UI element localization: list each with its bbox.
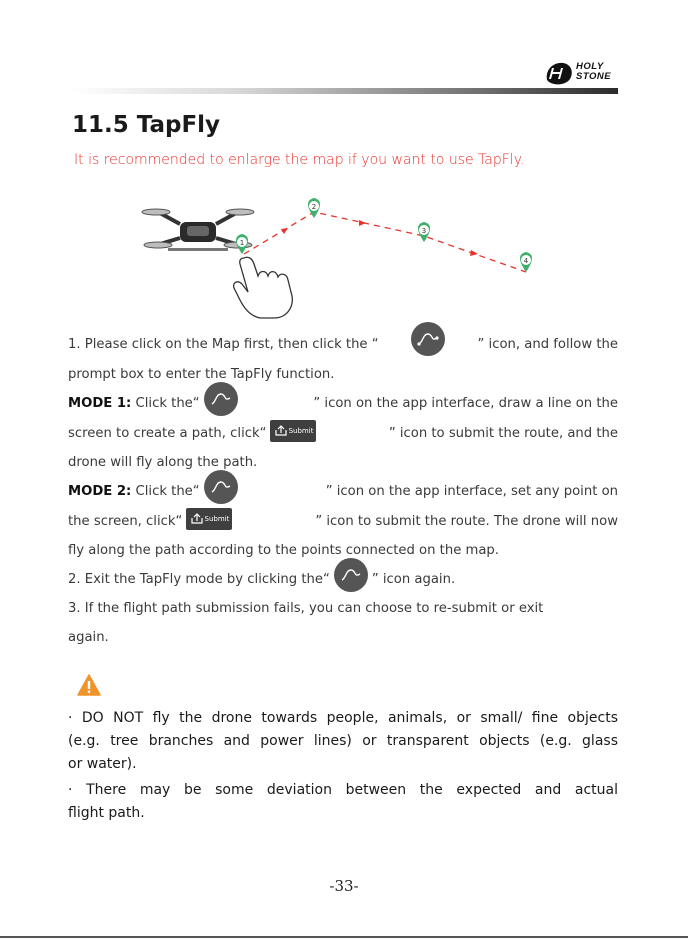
mode-2-text-d: ” icon to submit the route. The drone will now — [315, 514, 618, 529]
warning-2-line-1: · There may be some deviation between the expected and actual — [68, 782, 618, 798]
page-number: -33- — [329, 877, 359, 895]
step-2-text-b: ” icon again. — [371, 572, 456, 587]
tapfly-map-icon — [411, 322, 445, 356]
warning-1-line-1: · DO NOT fly the drone towards people, animals, or small/ fine objects — [68, 710, 618, 726]
submit-icon-label: Submit — [288, 427, 314, 435]
tapfly-draw-icon — [204, 382, 238, 416]
step-1-line-1 — [68, 330, 618, 359]
waypoint-label-1: 1 — [239, 239, 245, 247]
brand-line-2: STONE — [576, 71, 612, 82]
path-arrow-2 — [359, 220, 366, 226]
step-3-line-1: 3. If the flight path submission fails, you can choose to re-submit or exit — [68, 601, 544, 616]
waypoint-label-3: 3 — [421, 227, 427, 235]
mode-1-text-c: screen to create a path, click“ — [68, 426, 267, 441]
tapfly-point-icon — [204, 470, 238, 504]
warning-1 — [68, 707, 618, 776]
path-arrow-3 — [470, 250, 478, 256]
brand-wordmark — [576, 62, 611, 82]
mode-1-text-a: Click the“ — [131, 396, 200, 411]
warning-2 — [68, 779, 618, 825]
mode-1-label: MODE 1: — [68, 396, 132, 411]
step-1-text-a: 1. Please click on the Map first, then click the “ — [68, 337, 379, 352]
mode-2-text-b: ” icon on the app interface, set any point on — [325, 484, 618, 499]
waypoint-pin-4 — [520, 252, 532, 272]
step-3-line-2: again. — [68, 630, 109, 645]
step-2-text-a: 2. Exit the TapFly mode by clicking the“ — [68, 572, 330, 587]
mode-2-label: MODE 2: — [68, 484, 132, 499]
flight-path — [244, 212, 526, 272]
submit-icon-2-label: Submit — [204, 515, 230, 523]
recommendation-note: It is recommended to enlarge the map if you want to use TapFly. — [74, 152, 525, 168]
mode-1-line-2 — [68, 419, 618, 448]
brand-line-1: HOLY — [576, 61, 604, 72]
tapfly-exit-icon — [334, 558, 368, 592]
waypoint-pin-3 — [418, 222, 430, 242]
warning-1-line-3: or water). — [68, 756, 137, 772]
mode-1-text-b: ” icon on the app interface, draw a line on the — [313, 396, 618, 411]
waypoint-label-4: 4 — [523, 257, 529, 265]
step-1-text-b: ” icon, and follow the — [477, 337, 618, 352]
mode-2-line-2 — [68, 507, 618, 536]
mode-1-line-3: drone will fly along the path. — [68, 455, 258, 470]
tapfly-illustration — [140, 192, 560, 320]
tapping-hand-icon — [234, 257, 293, 318]
warning-2-line-2: flight path. — [68, 805, 145, 821]
step-2-line — [68, 565, 618, 594]
mode-2-line-3: fly along the path according to the points connected on the map. — [68, 543, 499, 558]
waypoint-pin-2 — [308, 198, 320, 218]
warning-1-line-2: (e.g. tree branches and power lines) or transparent objects (e.g. glass — [68, 733, 618, 749]
step-1-line-2: prompt box to enter the TapFly function. — [68, 367, 335, 382]
submit-icon-2 — [186, 508, 232, 530]
waypoint-pin-1 — [236, 234, 248, 254]
warning-icon — [77, 674, 101, 696]
header-rule — [70, 88, 618, 94]
bottom-rule — [0, 936, 688, 938]
mode-2-text-c: the screen, click“ — [68, 514, 183, 529]
mode-1-text-d: ” icon to submit the route, and the — [388, 426, 618, 441]
section-title: 11.5 TapFly — [72, 112, 221, 138]
mode-1-line-1 — [68, 389, 618, 418]
mode-2-line-1 — [68, 477, 618, 506]
mode-2-text-a: Click the“ — [131, 484, 200, 499]
waypoint-label-2: 2 — [311, 203, 317, 211]
submit-icon — [270, 420, 316, 442]
